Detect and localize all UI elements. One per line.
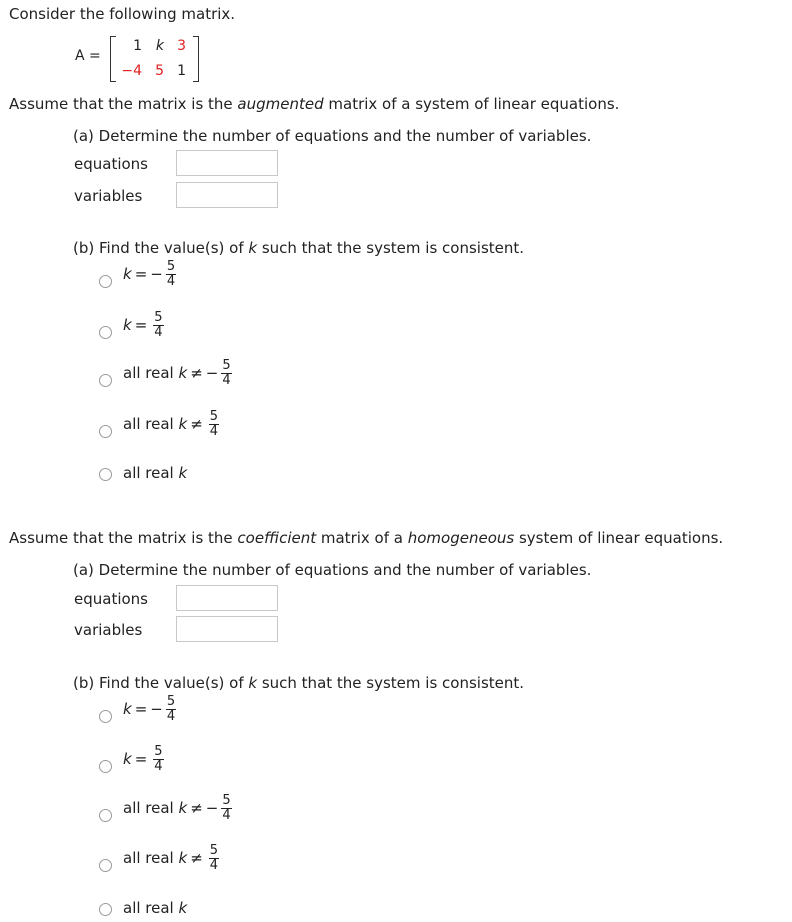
part1-option-5-radio[interactable] [99,468,112,481]
option-sign: − [150,265,163,283]
option-relation: = [134,316,148,334]
option-variable: k [178,799,188,817]
fraction-numerator: 5 [222,793,231,808]
option-variable: k [178,899,188,917]
option-sign: − [205,364,219,382]
part2-option-3-radio[interactable] [99,809,112,822]
option-variable: k [178,364,188,382]
part1-option-1-label[interactable] [123,260,176,289]
option-fraction [221,794,231,823]
fraction-numerator: 5 [209,843,219,858]
option-variable: k [123,750,132,768]
part2-option-5-radio[interactable] [99,903,112,916]
part2-variables-input[interactable] [176,616,278,642]
fraction-numerator: 5 [222,358,231,373]
option-prefix: all real [123,849,179,867]
option-fraction [209,844,219,873]
part1-variables-label: variables [74,187,143,205]
option-relation: ≠ [190,799,203,817]
part2-option-2-radio[interactable] [99,760,112,773]
option-relation: = [134,700,148,718]
part1-option-2-label[interactable] [123,311,164,340]
option-prefix: all real [123,415,179,433]
matrix-cell-r1c2: k [155,38,164,54]
fraction-denominator: 4 [209,424,219,439]
fraction-denominator: 4 [166,709,176,724]
part1-a-prompt: (a) Determine the number of equations and the number of variables. [73,127,592,145]
option-fraction [166,695,176,724]
matrix-cell-r1c1: 1 [133,38,142,54]
part1-option-1-radio[interactable] [99,275,112,288]
part2-option-4-radio[interactable] [99,859,112,872]
part2-a-prompt: (a) Determine the number of equations and the number of variables. [73,561,592,579]
option-prefix: all real [123,899,179,917]
fraction-denominator: 4 [209,858,219,873]
intro-text: Consider the following matrix. [9,5,236,23]
fraction-numerator: 5 [154,744,163,759]
option-relation: = [134,750,148,768]
matrix-cell-r2c1: −4 [121,63,142,79]
matrix-right-bracket [193,36,199,82]
fraction-numerator: 5 [166,694,176,709]
option-fraction [221,359,231,388]
part2-option-4-label[interactable] [123,844,219,873]
option-variable: k [178,464,188,482]
matrix-cell-r1c3: 3 [177,38,186,54]
part2-option-5-label[interactable] [123,899,187,917]
matrix-cell-r2c2: 5 [155,63,164,79]
option-relation: ≠ [190,364,203,382]
part1-b-prompt: (b) Find the value(s) of k such that the system is consistent. [73,239,525,257]
option-fraction [153,311,163,340]
option-sign: − [205,799,219,817]
option-variable: k [178,415,188,433]
part1-option-2-radio[interactable] [99,326,112,339]
option-relation: ≠ [190,849,203,867]
part1-assumption: Assume that the matrix is the augmented matrix of a system of linear equations. [9,95,620,113]
option-variable: k [178,849,188,867]
part2-option-2-label[interactable] [123,745,164,774]
part1-option-3-label[interactable] [123,359,232,388]
part1-option-4-label[interactable] [123,410,219,439]
part1-equations-input[interactable] [176,150,278,176]
option-prefix: all real [123,364,179,382]
part2-option-1-label[interactable] [123,695,176,724]
option-prefix: all real [123,464,179,482]
option-relation: ≠ [190,415,203,433]
option-variable: k [123,316,132,334]
part2-option-3-label[interactable] [123,794,232,823]
option-variable: k [123,265,132,283]
fraction-denominator: 4 [222,808,231,823]
fraction-denominator: 4 [154,325,163,340]
part1-option-4-radio[interactable] [99,425,112,438]
option-fraction [153,745,163,774]
part1-option-5-label[interactable] [123,464,187,482]
part2-equations-input[interactable] [176,585,278,611]
part1-equations-label: equations [74,155,148,173]
part2-variables-label: variables [74,621,143,639]
part2-assumption: Assume that the matrix is the coefficient matrix of a homogeneous system of linear equations. [9,529,724,547]
fraction-denominator: 4 [166,274,176,289]
fraction-numerator: 5 [166,259,176,274]
part2-equations-label: equations [74,590,148,608]
part1-variables-input[interactable] [176,182,278,208]
part1-option-3-radio[interactable] [99,374,112,387]
fraction-numerator: 5 [154,310,163,325]
option-fraction [209,410,219,439]
fraction-denominator: 4 [222,373,231,388]
matrix-label: A = [75,48,101,64]
matrix-cell-r2c3: 1 [177,63,186,79]
fraction-numerator: 5 [209,409,219,424]
part2-option-1-radio[interactable] [99,710,112,723]
option-fraction [166,260,176,289]
option-variable: k [123,700,132,718]
option-relation: = [134,265,148,283]
part2-b-prompt: (b) Find the value(s) of k such that the system is consistent. [73,674,525,692]
fraction-denominator: 4 [154,759,163,774]
option-sign: − [150,700,163,718]
option-prefix: all real [123,799,179,817]
